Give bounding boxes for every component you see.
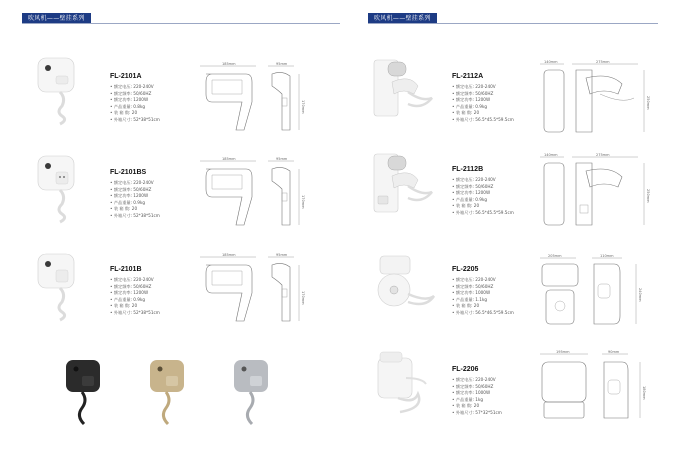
spec-packing: • 装 箱 数: 20 [110,110,160,117]
dimension-depth-label: 275mm [596,60,610,64]
spec-list [452,377,502,417]
spec-frequency: • 额定频率: 50/60HZ [452,91,514,98]
spec-power: • 额定功率: 1200W [110,290,160,297]
variant-black [66,360,100,424]
dimension-width-label: 195mm [556,350,570,354]
spec-carton-size: • 外箱尺寸: 57*32*51cm [452,410,502,417]
dimension-height-label: 170mm [301,100,305,114]
spec-list [452,277,514,317]
dimension-depth-label: 95mm [276,62,288,66]
dimension-height-label: 170mm [301,291,305,305]
spec-frequency: • 额定频率: 50/60HZ [110,284,160,291]
spec-voltage: • 额定电压: 220-240V [110,180,160,187]
model-name: FL-2112B [452,166,484,173]
spec-frequency: • 额定频率: 50/60HZ [110,187,160,194]
variant-silver [234,360,268,424]
dimension-width-label: 185mm [222,157,236,161]
spec-frequency: • 额定频率: 50/60HZ [452,284,514,291]
spec-weight: • 产品重量: 1kg [452,397,502,404]
spec-carton-size: • 外箱尺寸: 52*38*51cm [110,310,160,317]
product-photo [368,52,440,130]
spec-carton-size: • 外箱尺寸: 52*38*51cm [110,213,160,220]
spec-voltage: • 额定电压: 220-240V [110,84,160,91]
dimension-depth-label: 95mm [276,157,288,161]
spec-weight: • 产品重量: 0.9kg [452,197,514,204]
spec-power: • 额定功率: 1000W [452,390,502,397]
product-photo [30,248,86,330]
spec-power: • 额定功率: 1000W [452,290,514,297]
spec-packing: • 装 箱 数: 20 [452,403,502,410]
section-header: 吹风机——壁挂系列 [368,13,437,24]
dimension-depth-label: 275mm [596,153,610,157]
spec-list [110,180,160,220]
spec-weight: • 产品重量: 0.9kg [452,104,514,111]
dimension-height-label: 250mm [646,189,650,203]
model-name: FL-2206 [452,366,479,373]
dimension-drawing [536,153,660,231]
model-name: FL-2205 [452,266,479,273]
model-name: FL-2101B [110,266,142,273]
model-name: FL-2112A [452,73,484,80]
spec-packing: • 装 箱 数: 20 [452,110,514,117]
spec-voltage: • 额定电压: 220-240V [452,277,514,284]
dimension-drawing [196,157,316,233]
product-photo [368,250,440,328]
dimension-height-label: 250mm [646,96,650,110]
dimension-drawing [196,253,316,329]
spec-voltage: • 额定电压: 220-240V [110,277,160,284]
spec-packing: • 装 箱 数: 20 [452,203,514,210]
spec-frequency: • 额定频率: 50/60HZ [452,184,514,191]
spec-carton-size: • 外箱尺寸: 56.5*46.5*59.5cm [452,310,514,317]
product-photo [30,150,86,230]
spec-power: • 额定功率: 1200W [110,97,160,104]
spec-carton-size: • 外箱尺寸: 52*38*51cm [110,117,160,124]
dimension-drawing [536,350,660,428]
dimension-height-label: 180mm [642,386,646,400]
product-photo [368,348,440,428]
dimension-drawing [196,62,316,138]
spec-frequency: • 额定频率: 50/60HZ [110,91,160,98]
header-divider [22,23,340,24]
section-header: 吹风机——壁挂系列 [22,13,91,24]
dimension-width-label: 185mm [222,253,236,257]
spec-weight: • 产品重量: 0.9kg [110,297,160,304]
spec-packing: • 装 箱 数: 20 [452,303,514,310]
variant-champagne [150,360,184,424]
model-name: FL-2101BS [110,169,147,176]
color-variants [58,356,288,432]
header-divider [368,23,658,24]
spec-list [110,84,160,124]
dimension-height-label: 170mm [301,195,305,209]
spec-power: • 额定功率: 1200W [452,97,514,104]
spec-power: • 额定功率: 1200W [452,190,514,197]
dimension-width-label: 140mm [544,60,558,64]
dimension-drawing [536,254,660,332]
spec-list [110,277,160,317]
dimension-drawing [536,60,660,138]
dimension-width-label: 140mm [544,153,558,157]
dimension-depth-label: 110mm [600,254,614,258]
dimension-height-label: 240mm [638,288,642,302]
spec-weight: • 产品重量: 0.8kg [110,104,160,111]
spec-list [452,177,514,217]
dimension-width-label: 205mm [548,254,562,258]
spec-voltage: • 额定电压: 220-240V [452,84,514,91]
spec-list [452,84,514,124]
spec-packing: • 装 箱 数: 20 [110,303,160,310]
spec-carton-size: • 外箱尺寸: 56.5*45.5*59.5cm [452,210,514,217]
model-name: FL-2101A [110,73,142,80]
spec-voltage: • 额定电压: 220-240V [452,177,514,184]
dimension-depth-label: 90mm [608,350,620,354]
product-photo [368,146,440,226]
dimension-depth-label: 95mm [276,253,288,257]
spec-voltage: • 额定电压: 220-240V [452,377,502,384]
spec-power: • 额定功率: 1200W [110,193,160,200]
dimension-width-label: 185mm [222,62,236,66]
spec-weight: • 产品重量: 1.1kg [452,297,514,304]
product-photo [30,52,86,130]
spec-carton-size: • 外箱尺寸: 56.5*45.5*59.5cm [452,117,514,124]
right-page [340,0,680,464]
spec-weight: • 产品重量: 0.9kg [110,200,160,207]
spec-frequency: • 额定频率: 50/60HZ [452,384,502,391]
spec-packing: • 装 箱 数: 20 [110,206,160,213]
